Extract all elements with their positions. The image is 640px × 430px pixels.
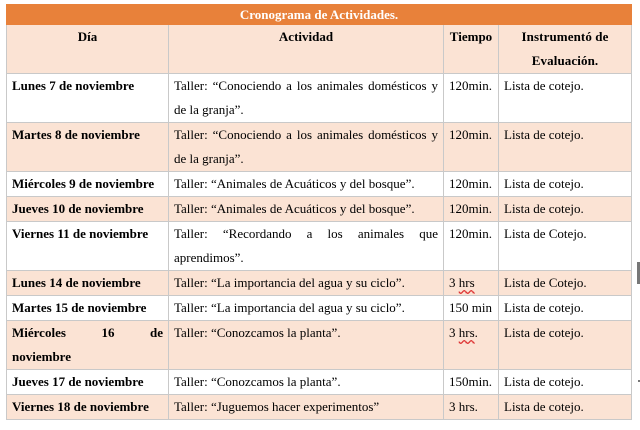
cell-actividad: Taller: “Juguemos hacer experimentos” <box>169 395 444 420</box>
header-row <box>7 25 632 74</box>
cell-instrumento: Lista de cotejo. <box>499 74 632 123</box>
cell-dia: Miércoles 9 de noviembre <box>7 172 169 197</box>
cell-dia: Jueves 10 de noviembre <box>7 197 169 222</box>
cell-tiempo: 3 hrs. <box>444 395 499 420</box>
cell-dia: Martes 15 de noviembre <box>7 296 169 321</box>
cell-dia: Martes 8 de noviembre <box>7 123 169 172</box>
cell-tiempo: 120min. <box>444 172 499 197</box>
cell-dia: Lunes 14 de noviembre <box>7 271 169 296</box>
schedule-table <box>6 4 632 420</box>
title-row <box>7 5 632 25</box>
cell-actividad: Taller: “Recordando a los animales que aprendimos”. <box>169 222 444 271</box>
cell-tiempo: 120min. <box>444 197 499 222</box>
cell-tiempo: 120min. <box>444 222 499 271</box>
table-row <box>7 197 632 222</box>
cell-instrumento: Lista de cotejo. <box>499 321 632 370</box>
header-instrumento-line2: Evaluación. <box>531 53 599 68</box>
dia-number: 16 <box>101 325 115 340</box>
schedule-table-container <box>6 4 631 420</box>
table-row <box>7 296 632 321</box>
header-instrumento <box>499 25 632 74</box>
cell-dia <box>7 321 169 370</box>
header-tiempo: Tiempo <box>444 25 499 74</box>
table-row <box>7 123 632 172</box>
header-dia: Día <box>7 25 169 74</box>
table-row <box>7 172 632 197</box>
dia-de: de <box>150 325 163 340</box>
cell-tiempo: 120min. <box>444 74 499 123</box>
cell-actividad: Taller: “Conozcamos la planta”. <box>169 321 444 370</box>
tiempo-unit: hrs <box>458 325 475 340</box>
cell-actividad: Taller: “Conociendo a los animales domésticos y de la granja”. <box>169 74 444 123</box>
cell-dia: Lunes 7 de noviembre <box>7 74 169 123</box>
table-row <box>7 321 632 370</box>
cell-tiempo: 120min. <box>444 123 499 172</box>
cell-instrumento: Lista de cotejo. <box>499 370 632 395</box>
cell-actividad: Taller: “Animales de Acuáticos y del bosque”. <box>169 172 444 197</box>
table-row <box>7 395 632 420</box>
cell-instrumento: Lista de Cotejo. <box>499 222 632 271</box>
cell-tiempo <box>444 271 499 296</box>
cell-actividad: Taller: “Animales de Acuáticos y del bosque”. <box>169 197 444 222</box>
table-row <box>7 74 632 123</box>
table-row <box>7 370 632 395</box>
table-title: Cronograma de Actividades. <box>7 5 632 25</box>
cell-instrumento: Lista de cotejo. <box>499 123 632 172</box>
cell-instrumento: Lista de cotejo. <box>499 197 632 222</box>
cell-actividad: Taller: “Conozcamos la planta”. <box>169 370 444 395</box>
cell-actividad: Taller: “La importancia del agua y su ciclo”. <box>169 296 444 321</box>
cell-instrumento: Lista de cotejo. <box>499 296 632 321</box>
cell-tiempo: 150min. <box>444 370 499 395</box>
tiempo-unit: hrs <box>458 275 475 290</box>
table-row <box>7 271 632 296</box>
header-actividad: Actividad <box>169 25 444 74</box>
tiempo-number: 3 <box>449 275 456 290</box>
tiempo-number: 3 <box>449 325 456 340</box>
cell-actividad: Taller: “Conociendo a los animales domésticos y de la granja”. <box>169 123 444 172</box>
tiempo-suffix: . <box>474 325 478 340</box>
cell-instrumento: Lista de cotejo. <box>499 172 632 197</box>
cell-tiempo <box>444 321 499 370</box>
dia-month: noviembre <box>12 349 71 364</box>
header-instrumento-line1: Instrumentó de <box>521 29 609 44</box>
dia-weekday: Miércoles <box>12 325 66 340</box>
cell-actividad: Taller: “La importancia del agua y su ciclo”. <box>169 271 444 296</box>
cell-instrumento: Lista de Cotejo. <box>499 271 632 296</box>
cell-instrumento: Lista de cotejo. <box>499 395 632 420</box>
table-row <box>7 222 632 271</box>
cell-tiempo: 150 min <box>444 296 499 321</box>
cell-dia: Jueves 17 de noviembre <box>7 370 169 395</box>
cell-dia: Viernes 18 de noviembre <box>7 395 169 420</box>
cell-dia: Viernes 11 de noviembre <box>7 222 169 271</box>
